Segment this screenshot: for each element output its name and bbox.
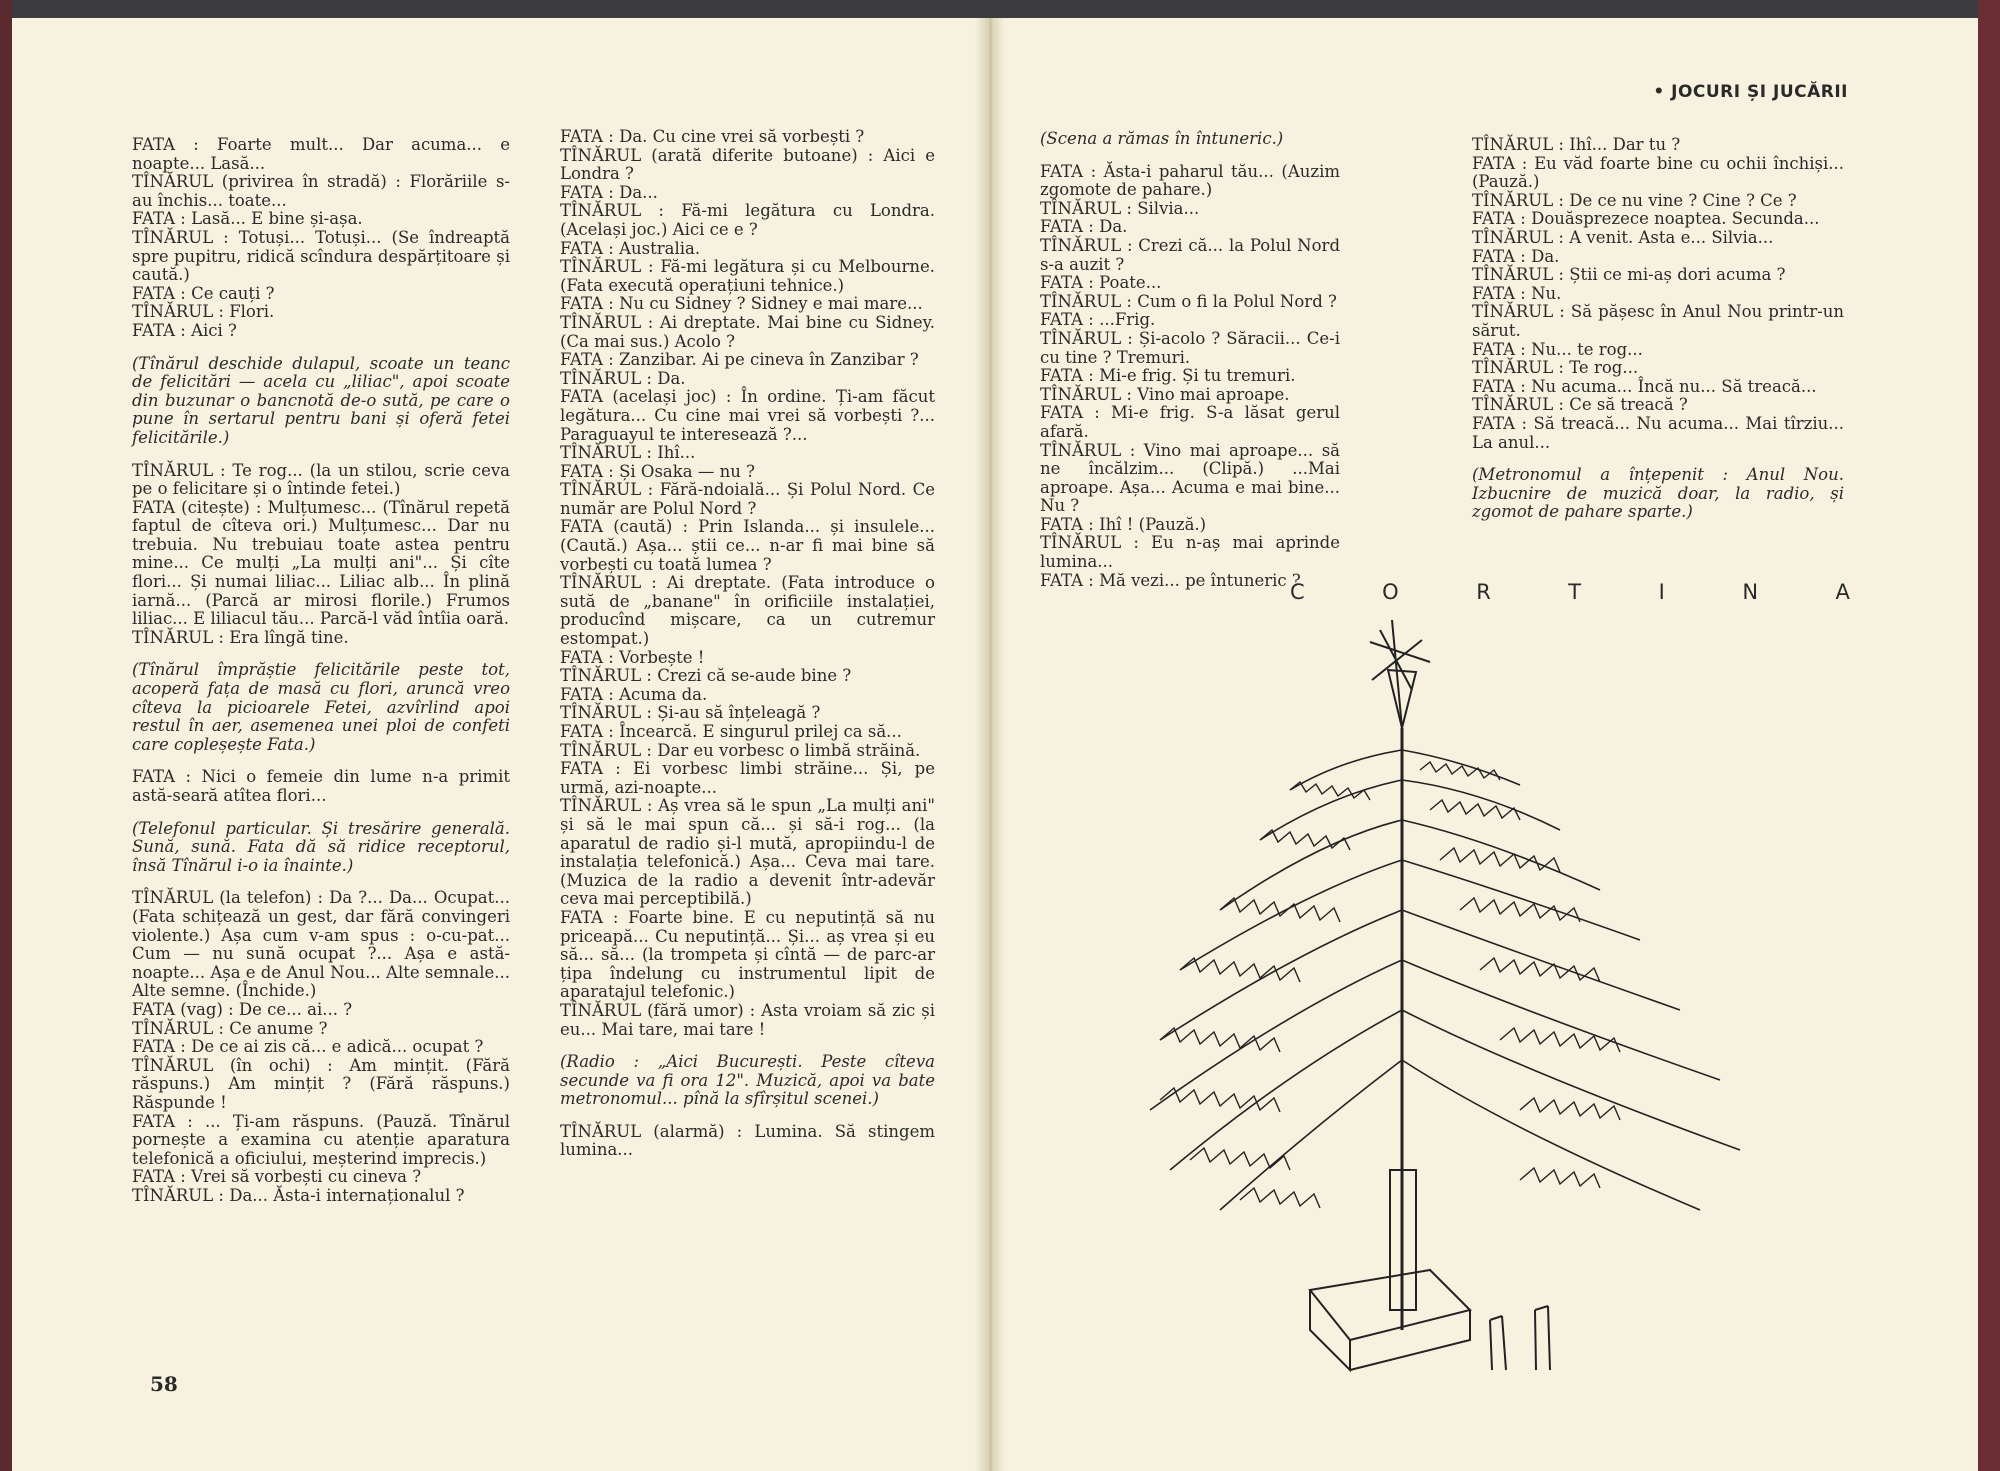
dialogue-line: TÎNĂRUL : Te rog... (la un stilou, scrie ceva pe o felicitare și o întinde fetei.) xyxy=(132,460,510,499)
stage-direction: (Telefonul particular. Și tresărire generală. Sună, sună. Fata dă să ridice receptorul, însă Tînărul i-o ia înainte.) xyxy=(132,818,510,875)
text-column-2 xyxy=(560,128,935,1160)
dialogue-line: TÎNĂRUL (arată diferite butoane) : Aici e Londra ? xyxy=(560,145,935,184)
dialogue-line: FATA : Ce cauți ? xyxy=(132,283,275,303)
stage-direction: (Tînărul deschide dulapul, scoate un teanc de felicitări — acela cu „liliac", apoi scoate din buzunar o bancnotă de-o sută, pe care o pune în sertarul pentru bani și oferă fetei felicitările.) xyxy=(132,353,510,447)
curtain-word xyxy=(1290,580,1850,604)
dialogue-line: TÎNĂRUL : Eu n-aș mai aprinde lumina... xyxy=(1040,533,1340,572)
dialogue-line: FATA : Ei vorbesc limbi străine... Și, pe urmă, azi-noapte... xyxy=(560,759,935,797)
dialogue-line: FATA : Foarte mult... Dar acuma... e noapte... Lasă... xyxy=(132,135,510,173)
dialogue-line: TÎNĂRUL : Totuși... Totuși... (Se îndreaptă spre pupitru, ridică scîndura despărțitoare și caută.) xyxy=(132,227,510,285)
dialogue-line: FATA : ...Frig. xyxy=(1040,310,1156,330)
curtain-letter: R xyxy=(1476,580,1491,604)
dialogue-line: TÎNĂRUL (în ochi) : Am mințit. (Fără răspuns.) Am mințit ? (Fără răspuns.) Răspunde ! xyxy=(132,1055,510,1112)
dialogue-line: FATA : Da. xyxy=(1040,217,1128,237)
curtain-letter: A xyxy=(1835,580,1850,604)
dialogue-line: TÎNĂRUL : Era lîngă tine. xyxy=(132,627,349,647)
dialogue-line: FATA : Nu acuma... Încă nu... Să treacă... xyxy=(1472,376,1817,396)
dialogue-line: TÎNĂRUL : Dar eu vorbesc o limbă străină. xyxy=(560,740,921,760)
dialogue-line: FATA : Mi-e frig. Și tu tremuri. xyxy=(1040,366,1296,386)
page-number: 58 xyxy=(150,1372,178,1396)
dialogue-line: TÎNĂRUL : Aș vrea să le spun „La mulți ani" și să le mai spun că... și să-i rog... (la aparatul de radio și-l mută, apropiindu-l de instalația telefonică.) Așa... Ceva mai tare. (Muzica de la radio a devenit într-adevăr ceva mai perceptibilă.) xyxy=(560,796,935,909)
dialogue-line: TÎNĂRUL : Ce anume ? xyxy=(132,1018,328,1038)
book-cover-right xyxy=(1978,0,2000,1471)
book-cover-left xyxy=(0,0,12,1471)
dialogue-line: TÎNĂRUL : Te rog... xyxy=(1472,358,1639,378)
dialogue-line: FATA : Douăsprezece noaptea. Secunda... xyxy=(1472,209,1820,229)
dialogue-line: TÎNĂRUL : Ai dreptate. (Fata introduce o sută de „banane" în orificiile instalației, producînd mișcare, ca un cutremur estompat.) xyxy=(560,573,935,649)
christmas-tree-illustration xyxy=(1140,610,1860,1380)
dialogue-line: TÎNĂRUL : Vino mai aproape. xyxy=(1040,384,1290,404)
dialogue-line: FATA : Da. xyxy=(1472,246,1560,266)
running-header: • JOCURI ȘI JUCĂRII xyxy=(1653,82,1848,102)
dialogue-line: FATA : Să treacă... Nu acuma... Mai tîrziu... La anul... xyxy=(1472,413,1844,452)
dialogue-line: FATA : Mi-e frig. S-a lăsat gerul afară. xyxy=(1040,403,1340,441)
dialogue-line: TÎNĂRUL : Crezi că... la Polul Nord s-a auzit ? xyxy=(1040,235,1340,274)
curtain-letter: N xyxy=(1742,580,1759,604)
dialogue-line: TÎNĂRUL : Ihî... Dar tu ? xyxy=(1472,135,1681,154)
dialogue-line: TÎNĂRUL : Fă-mi legătura cu Londra. (Același joc.) Aici ce e ? xyxy=(560,201,935,239)
dialogue-line: TÎNĂRUL (alarmă) : Lumina. Să stingem lumina... xyxy=(560,1121,935,1160)
curtain-letter: C xyxy=(1290,580,1305,604)
dialogue-line: FATA : ... Ți-am răspuns. (Pauză. Tînărul pornește a examina cu atenție aparatura telefonică a oficiului, meșterind imprecis.) xyxy=(132,1111,510,1168)
dialogue-line: FATA : Nu cu Sidney ? Sidney e mai mare... xyxy=(560,294,923,314)
dialogue-line: TÎNĂRUL (la telefon) : Da ?... Da... Ocupat... (Fata schițează un gest, dar fără convingeri violente.) Așa cum v-am spus : o-cu-pat... Cum — nu sună ocupat ?... Așa e astă-noapte... Așa e de Anul Nou... Alte semnale... Alte semne. (Închide.) xyxy=(132,888,511,1001)
dialogue-line: FATA : Vorbește ! xyxy=(560,647,705,667)
dialogue-line: TÎNĂRUL : Da. xyxy=(560,368,686,388)
dialogue-line: FATA : Zanzibar. Ai pe cineva în Zanzibar ? xyxy=(560,350,919,370)
dialogue-line: FATA (vag) : De ce... ai... ? xyxy=(132,999,353,1019)
dialogue-line: FATA : Nu. xyxy=(1472,283,1562,303)
text-column-1 xyxy=(132,136,510,1205)
book-gutter xyxy=(975,18,1005,1471)
dialogue-line: TÎNĂRUL (privirea în stradă) : Florăriile s-au închis... toate... xyxy=(132,172,510,210)
stage-direction: (Metronomul a înțepenit : Anul Nou. Izbucnire de muzică doar, la radio, și zgomot de pahare sparte.) xyxy=(1472,465,1844,522)
dialogue-line: FATA : Încearcă. E singurul prilej ca să... xyxy=(560,722,902,741)
stage-direction: (Scena a rămas în întuneric.) xyxy=(1040,129,1284,148)
curtain-letter: I xyxy=(1658,580,1665,604)
dialogue-line: FATA (același joc) : În ordine. Ți-am făcut legătura... Cu cine mai vrei să vorbești ?... Paraguayul te interesează ?... xyxy=(560,387,935,444)
dialogue-line: FATA (citește) : Mulțumesc... (Tînărul repetă faptul de cîteva ori.) Mulțumesc... Dar nu trebuia. Nu trebuiau toate astea pentru mine... Ce mulți „La mulți ani"... Și cîte flori... Și numai liliac... Liliac alb... În plină iarnă... (Parcă ar mirosi florile.) Frumos liliac... E liliacul tău... Parcă-l văd întîia oară. xyxy=(132,497,510,629)
dialogue-line: TÎNĂRUL : Da... Ăsta-i internaționalul ? xyxy=(132,1185,465,1205)
dialogue-line: FATA : Da. Cu cine vrei să vorbești ? xyxy=(560,127,865,146)
curtain-letter: T xyxy=(1568,580,1582,604)
dialogue-line: FATA : Foarte bine. E cu neputință să nu priceapă... Cu neputință... Și... aș vrea și eu să... să... (la trompeta și cîntă — de parc-ar țipa îndelung cu instrumentul lipit de aparatajul telefonic.) xyxy=(560,907,935,1002)
dialogue-line: FATA : Și Osaka — nu ? xyxy=(560,461,755,481)
dialogue-line: TÎNĂRUL : Să pășesc în Anul Nou printr-un sărut. xyxy=(1472,302,1844,340)
dialogue-line: FATA : Australia. xyxy=(560,238,701,258)
text-column-3 xyxy=(1040,130,1340,590)
dialogue-line: TÎNĂRUL : Ihî... xyxy=(560,443,696,463)
dialogue-line: FATA (caută) : Prin Islanda... și insulele... (Caută.) Așa... știi ce... n-ar fi mai bine să vorbești cu toată lumea ? xyxy=(560,517,935,574)
dialogue-line: TÎNĂRUL : Cum o fi la Polul Nord ? xyxy=(1040,291,1337,311)
dialogue-line: FATA : Nu... te rog... xyxy=(1472,339,1643,359)
dialogue-line: TÎNĂRUL : Știi ce mi-aș dori acuma ? xyxy=(1472,265,1786,285)
dialogue-line: TÎNĂRUL : Și-acolo ? Săracii... Ce-i cu tine ? Tremuri. xyxy=(1040,328,1340,367)
dialogue-line: TÎNĂRUL : Vino mai aproape... să ne încălzim... (Clipă.) ...Mai aproape. Așa... Acuma e mai bine... Nu ? xyxy=(1040,440,1340,516)
dialogue-line: FATA : Poate... xyxy=(1040,273,1162,293)
dialogue-line: FATA : Eu văd foarte bine cu ochii închiși... (Pauză.) xyxy=(1472,153,1844,192)
dialogue-line: TÎNĂRUL (fără umor) : Asta vroiam să zic și eu... Mai tare, mai tare ! xyxy=(560,1000,935,1039)
dialogue-line: FATA : Da... xyxy=(560,182,658,202)
dialogue-line: FATA : Mă vezi... pe întuneric ? xyxy=(1040,570,1301,590)
dialogue-line: TÎNĂRUL : Crezi că se-aude bine ? xyxy=(560,666,852,686)
curtain-letter: O xyxy=(1382,580,1399,604)
dialogue-line: FATA : Aici ? xyxy=(132,320,237,340)
dialogue-line: TÎNĂRUL : Silvia... xyxy=(1040,198,1200,218)
dialogue-line: FATA : Ăsta-i paharul tău... (Auzim zgomote de pahare.) xyxy=(1040,161,1340,200)
dialogue-line: TÎNĂRUL : A venit. Asta e... Silvia... xyxy=(1472,227,1774,247)
dialogue-line: FATA : De ce ai zis că... e adică... ocupat ? xyxy=(132,1037,484,1057)
dialogue-line: FATA : Lasă... E bine și-așa. xyxy=(132,209,363,229)
dialogue-line: FATA : Nici o femeie din lume n-a primit astă-seară atîtea flori... xyxy=(132,767,510,805)
dialogue-line: FATA : Acuma da. xyxy=(560,684,708,704)
dialogue-line: TÎNĂRUL : De ce nu vine ? Cine ? Ce ? xyxy=(1472,190,1797,210)
dialogue-line: FATA : Ihî ! (Pauză.) xyxy=(1040,514,1207,534)
dialogue-line: TÎNĂRUL : Și-au să înțeleagă ? xyxy=(560,703,821,723)
stage-direction: (Tînărul împrăștie felicitările peste tot, acoperă fața de masă cu flori, aruncă vreo cîteva la picioarele Fetei, azvîrlind apoi restul în aer, asemenea unei ploi de confeti care copleșește Fata.) xyxy=(132,660,510,754)
stage-direction: (Radio : „Aici București. Peste cîteva secunde va fi ora 12". Muzică, apoi va bate metronomul... pînă la sfîrșitul scenei.) xyxy=(560,1052,935,1109)
dialogue-line: TÎNĂRUL : Ai dreptate. Mai bine cu Sidney. (Ca mai sus.) Acolo ? xyxy=(560,312,935,351)
dialogue-line: TÎNĂRUL : Fără-ndoială... Și Polul Nord. Ce număr are Polul Nord ? xyxy=(560,480,935,518)
dialogue-line: TÎNĂRUL : Fă-mi legătura și cu Melbourne. (Fata execută operațiuni tehnice.) xyxy=(560,257,935,295)
dialogue-line: TÎNĂRUL : Ce să treacă ? xyxy=(1472,395,1688,415)
dialogue-line: TÎNĂRUL : Flori. xyxy=(132,302,275,322)
text-column-4 xyxy=(1472,136,1844,522)
dialogue-line: FATA : Vrei să vorbești cu cineva ? xyxy=(132,1167,422,1187)
